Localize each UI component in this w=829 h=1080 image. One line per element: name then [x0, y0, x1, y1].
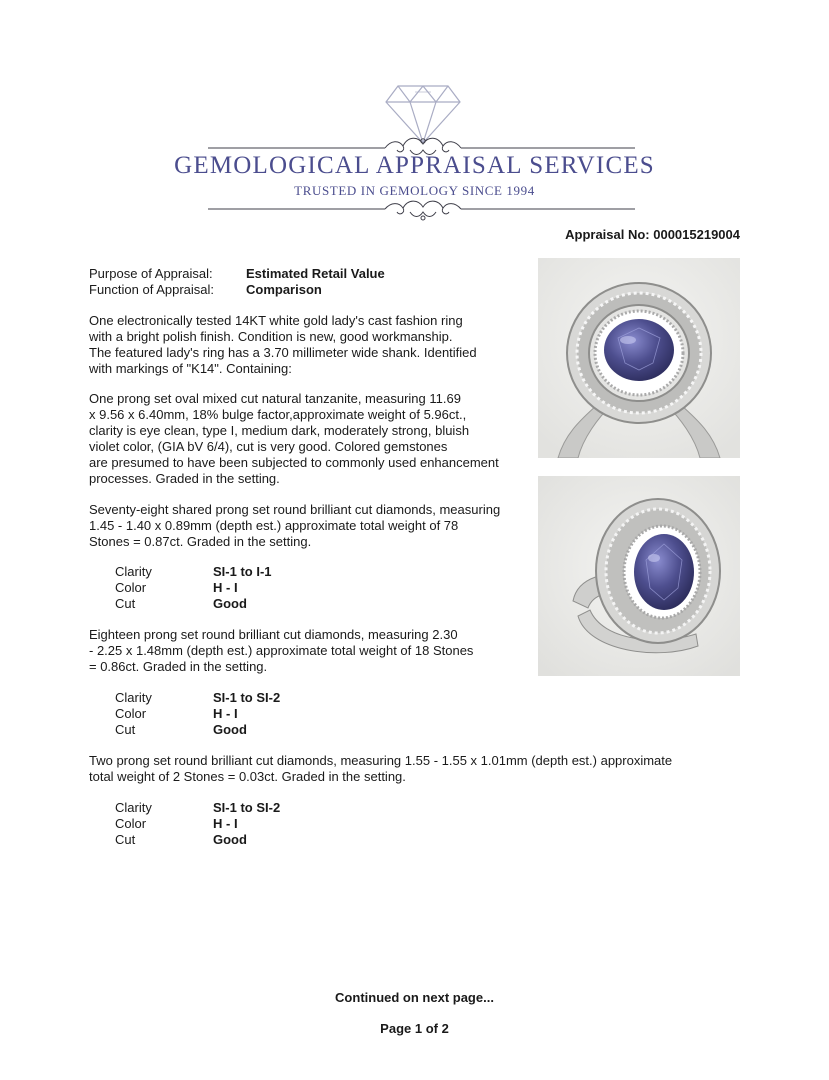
company-name: GEMOLOGICAL APPRAISAL SERVICES	[174, 152, 655, 179]
ornamental-scroll-icon	[208, 201, 635, 220]
center-stone-line: clarity is eye clean, type I, medium dark, moderately strong, bluish	[89, 423, 470, 438]
diamond-group-line: - 2.25 x 1.48mm (depth est.) approximate total weight of 18 Stones	[89, 643, 474, 658]
grade-label: Cut	[115, 832, 136, 847]
diamond-group-line: total weight of 2 Stones = 0.03ct. Graded in the setting.	[89, 769, 406, 784]
grade-value: H - I	[213, 706, 238, 721]
description-line: with a bright polish finish. Condition is new, good workmanship.	[89, 329, 453, 344]
grade-label: Clarity	[115, 800, 152, 815]
ring-angle-photo	[538, 476, 740, 676]
grade-label: Clarity	[115, 690, 152, 705]
center-stone-line: are presumed to have been subjected to commonly used enhancement	[89, 455, 499, 470]
center-stone-line: processes. Graded in the setting.	[89, 471, 280, 486]
function-label: Function of Appraisal:	[89, 282, 215, 297]
function-row	[89, 282, 509, 298]
grade-value: SI-1 to SI-2	[213, 690, 281, 705]
function-value: Comparison	[246, 282, 322, 297]
grade-value: Good	[213, 596, 247, 611]
continued-note: Continued on next page...	[335, 990, 494, 1005]
center-stone-line: x 9.56 x 6.40mm, 18% bulge factor,approximate weight of 5.96ct.,	[89, 407, 467, 422]
purpose-row	[89, 266, 509, 282]
grade-value: Good	[213, 722, 247, 737]
page-number: Page 1 of 2	[380, 1021, 449, 1036]
description-line: The featured lady's ring has a 3.70 millimeter wide shank. Identified	[89, 345, 477, 360]
grade-label: Cut	[115, 722, 136, 737]
grade-label: Color	[115, 580, 147, 595]
diamond-group-3-description	[89, 753, 672, 785]
diamond-group-line: Seventy-eight shared prong set round brilliant cut diamonds, measuring	[89, 502, 501, 517]
diamond-group-line: Stones = 0.87ct. Graded in the setting.	[89, 534, 312, 549]
center-stone-line: One prong set oval mixed cut natural tanzanite, measuring 11.69	[89, 391, 461, 406]
company-tagline: TRUSTED IN GEMOLOGY SINCE 1994	[294, 183, 535, 198]
diamond-group-line: = 0.86ct. Graded in the setting.	[89, 659, 268, 674]
purpose-label: Purpose of Appraisal:	[89, 266, 213, 281]
ring-description	[89, 313, 477, 377]
grade-label: Cut	[115, 596, 136, 611]
diamond-outline-icon	[386, 86, 460, 143]
diamond-group-2-description	[89, 627, 473, 675]
description-line: One electronically tested 14KT white gold lady's cast fashion ring	[89, 313, 463, 328]
grade-value: H - I	[213, 816, 238, 831]
grade-value: Good	[213, 832, 247, 847]
diamond-group-1-description	[89, 502, 500, 550]
diamond-group-line: 1.45 - 1.40 x 0.89mm (depth est.) approximate total weight of 78	[89, 518, 459, 533]
center-stone-line: violet color, (GIA bV 6/4), cut is very good. Colored gemstones	[89, 439, 448, 454]
grade-value: H - I	[213, 580, 238, 595]
diamond-group-line: Two prong set round brilliant cut diamonds, measuring 1.55 - 1.55 x 1.01mm (depth est.) approximate	[89, 753, 673, 768]
grade-label: Clarity	[115, 564, 152, 579]
grade-label: Color	[115, 706, 147, 721]
appraisal-number: Appraisal No: 000015219004	[565, 227, 740, 242]
diamond-group-line: Eighteen prong set round brilliant cut diamonds, measuring 2.30	[89, 627, 458, 642]
grade-label: Color	[115, 816, 147, 831]
grade-value: SI-1 to I-1	[213, 564, 272, 579]
grade-value: SI-1 to SI-2	[213, 800, 281, 815]
ring-front-photo	[538, 258, 740, 458]
center-stone-description	[89, 391, 499, 487]
description-line: with markings of "K14". Containing:	[89, 361, 292, 376]
purpose-value: Estimated Retail Value	[246, 266, 385, 281]
